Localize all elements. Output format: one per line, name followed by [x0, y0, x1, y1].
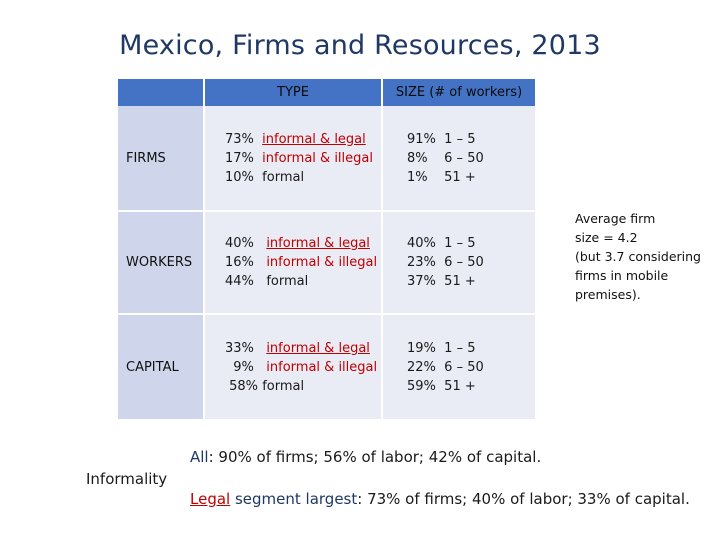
size-pct: 22% — [407, 359, 436, 375]
note-line: premises). — [575, 287, 641, 302]
size-range: 51 + — [444, 169, 476, 185]
note-line: (but 3.7 considering — [575, 249, 701, 264]
summary-all-text: : 90% of firms; 56% of labor; 42% of capital. — [208, 448, 542, 466]
row-label-capital: CAPITAL — [118, 315, 203, 419]
type-pct: 17% — [225, 150, 254, 166]
type-desc: informal & illegal — [262, 150, 373, 166]
type-line — [225, 253, 381, 272]
type-line — [225, 339, 381, 358]
size-pct: 40% — [407, 236, 436, 251]
size-pct: 8% — [407, 150, 428, 166]
size-range: 1 – 5 — [444, 236, 476, 251]
size-line — [407, 358, 535, 377]
type-line — [225, 149, 381, 168]
type-desc: formal — [262, 378, 305, 394]
type-cell-workers — [203, 212, 381, 315]
header-type: TYPE — [203, 79, 381, 106]
size-range: 1 – 5 — [444, 340, 476, 356]
type-pct: 58% — [229, 378, 259, 394]
type-desc: formal — [262, 169, 305, 185]
size-pct: 19% — [407, 340, 436, 356]
row-label-workers: WORKERS — [118, 212, 203, 315]
size-line — [407, 130, 535, 149]
type-pct: 16% — [225, 255, 254, 270]
type-line — [225, 358, 381, 377]
table-row — [118, 315, 535, 419]
type-cell-firms — [203, 106, 381, 212]
size-range: 51 + — [444, 378, 476, 394]
type-cell-capital — [203, 315, 381, 419]
size-range: 6 – 50 — [444, 359, 484, 375]
size-cell-workers — [381, 212, 535, 315]
size-line — [407, 377, 535, 396]
size-pct: 23% — [407, 255, 436, 270]
type-line — [225, 168, 381, 187]
type-pct: 44% — [225, 274, 254, 289]
type-line — [225, 130, 381, 149]
firms-resources-table — [118, 79, 535, 419]
type-pct: 33% — [225, 340, 254, 356]
type-desc: formal — [266, 274, 309, 289]
summary-legal-text: : 73% of firms; 40% of labor; 33% of capital. — [357, 490, 690, 508]
size-line — [407, 339, 535, 358]
table-header-row — [118, 79, 535, 106]
type-line — [225, 377, 381, 396]
type-pct: 40% — [225, 236, 254, 251]
type-pct: 9% — [233, 359, 254, 375]
table-row — [118, 106, 535, 212]
size-line — [407, 168, 535, 187]
size-range: 6 – 50 — [444, 150, 484, 166]
note-line: Average firm — [575, 211, 656, 226]
size-cell-firms — [381, 106, 535, 212]
type-line — [225, 272, 381, 291]
size-range: 51 + — [444, 274, 476, 289]
type-pct: 73% — [225, 131, 254, 147]
size-line — [407, 272, 535, 291]
type-pct: 10% — [225, 169, 254, 185]
summary-all — [190, 448, 541, 466]
type-line — [225, 234, 381, 253]
header-empty-cell — [118, 79, 203, 106]
size-pct: 59% — [407, 378, 436, 394]
size-cell-capital — [381, 315, 535, 419]
note-line: size = 4.2 — [575, 230, 638, 245]
row-label-firms: FIRMS — [118, 106, 203, 212]
size-line — [407, 149, 535, 168]
size-line — [407, 253, 535, 272]
size-pct: 91% — [407, 131, 436, 147]
summary-legal-label: segment largest — [230, 490, 358, 508]
type-desc: informal & illegal — [266, 359, 378, 375]
size-pct: 1% — [407, 169, 428, 185]
type-desc: informal & legal — [266, 236, 370, 251]
type-desc: informal & legal — [266, 340, 370, 356]
size-line — [407, 234, 535, 253]
informality-label: Informality — [86, 470, 168, 488]
summary-legal-word: Legal — [190, 490, 231, 508]
average-firm-size-note — [575, 209, 715, 304]
page-title: Mexico, Firms and Resources, 2013 — [119, 30, 601, 61]
size-pct: 37% — [407, 274, 436, 289]
table-row — [118, 212, 535, 315]
size-range: 1 – 5 — [444, 131, 476, 147]
summary-all-label: All — [190, 448, 209, 466]
header-size: SIZE (# of workers) — [381, 79, 535, 106]
size-range: 6 – 50 — [444, 255, 484, 270]
summary-legal — [190, 490, 690, 508]
note-line: firms in mobile — [575, 268, 669, 283]
type-desc: informal & legal — [262, 131, 366, 147]
type-desc: informal & illegal — [266, 255, 378, 270]
